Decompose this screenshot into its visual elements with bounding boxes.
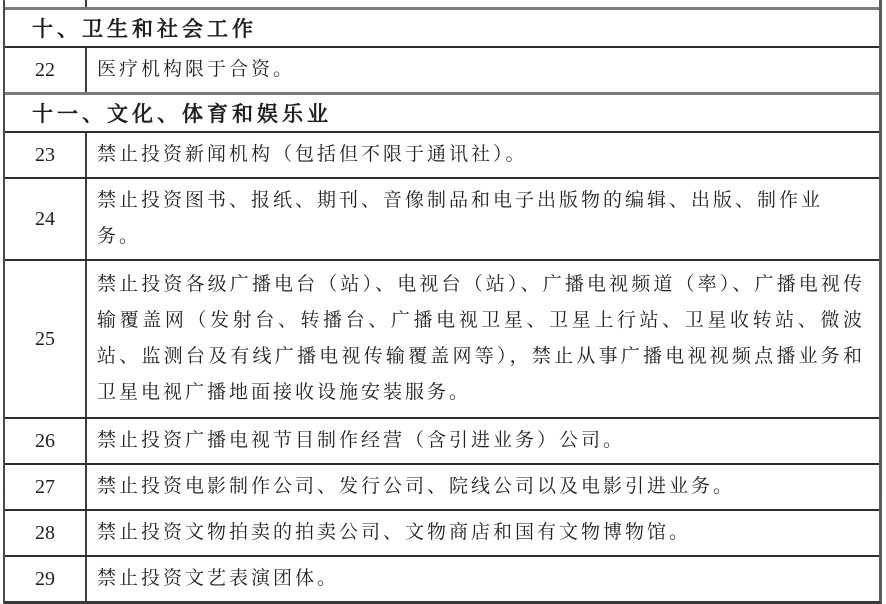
row-number: 25 [35,327,55,350]
row-number-cell [5,511,87,555]
row-text-cell [87,48,879,92]
row-text-cell [87,261,879,417]
table-row-28 [5,509,879,555]
table-row-27 [5,463,879,509]
row-number-cell [5,465,87,509]
section-header-label: 十一、文化、体育和娱乐业 [32,102,332,126]
row-text-cell [87,179,879,259]
row-number-cell [5,261,87,417]
row-text-cell [87,557,879,601]
row-number-cell [5,419,87,463]
row-number: 28 [35,521,55,544]
row-text-cell [87,465,879,509]
table-row-23 [5,131,879,177]
table-row-25 [5,259,879,417]
row-text: 医疗机构限于合资。 [97,59,296,80]
row-text: 禁止投资各级广播电台（站）、电视台（站）、广播电视频道（率）、广播电视传输覆盖网（发射台、转播台、广播电视卫星、卫星上行站、卫星收转站、微波站、监测台及有线广播电视传输覆盖网等），禁止从事广播电视视频点播业务和卫星电视广播地面接收设施安装服务。 [97,274,865,403]
row-text-cell [87,419,879,463]
row-number-cell [5,557,87,601]
row-text: 禁止投资广播电视节目制作经营（含引进业务）公司。 [97,430,626,451]
table-row-22 [5,46,879,92]
table-row-partial [5,0,879,7]
row-number: 23 [35,143,55,166]
table-row-29 [5,555,879,601]
section-header-row-10 [5,7,879,46]
row-text-cell [87,0,879,8]
row-text: 禁止投资新闻机构（包括但不限于通讯社）。 [97,144,528,165]
negative-list-table [3,0,882,604]
row-number-cell [5,133,87,177]
section-header-label: 十、卫生和社会工作 [32,17,257,41]
row-text: 禁止投资电影制作公司、发行公司、院线公司以及电影引进业务。 [97,476,736,497]
section-header-row-11 [5,92,879,131]
row-text: 禁止投资图书、报纸、期刊、音像制品和电子出版物的编辑、出版、制作业务。 [97,190,824,247]
table-row-26 [5,417,879,463]
row-number-cell [5,179,87,259]
row-text-cell [87,511,879,555]
row-number: 27 [35,475,55,498]
row-number-cell [5,48,87,92]
row-number: 29 [35,567,55,590]
row-text-cell [87,133,879,177]
row-text: 禁止投资文物拍卖的拍卖公司、文物商店和国有文物博物馆。 [97,522,692,543]
row-number: 24 [35,207,55,230]
row-number: 22 [35,58,55,81]
table-row-24 [5,177,879,259]
row-number: 26 [35,429,55,452]
row-number-cell [5,0,87,7]
row-text: 禁止投资文艺表演团体。 [97,568,340,589]
